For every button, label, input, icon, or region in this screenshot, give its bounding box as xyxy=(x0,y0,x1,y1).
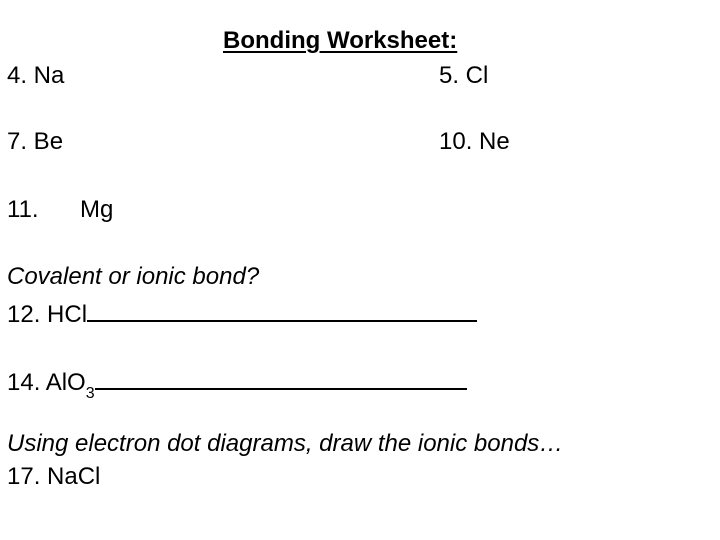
section-heading-bond-type: Covalent or ionic bond? xyxy=(7,263,260,290)
question-12-label: 12. HCl xyxy=(7,301,88,328)
question-14-alo3 xyxy=(7,364,467,400)
question-14-subscript: 3 xyxy=(85,385,95,402)
question-17-nacl: 17. NaCl xyxy=(7,463,101,490)
worksheet-title: Bonding Worksheet: xyxy=(223,27,458,54)
item-4-na: 4. Na xyxy=(7,62,65,89)
item-10-ne: 10. Ne xyxy=(439,128,510,155)
item-11-mg: Mg xyxy=(80,196,114,223)
item-11-number: 11. xyxy=(7,196,39,223)
question-14-label: 14. AlO xyxy=(7,369,86,396)
section-heading-dot-diagrams: Using electron dot diagrams, draw the ionic bonds… xyxy=(7,430,564,457)
question-12-hcl xyxy=(7,296,477,329)
item-7-be: 7. Be xyxy=(7,128,64,155)
item-5-cl: 5. Cl xyxy=(439,62,489,89)
answer-blank-14[interactable] xyxy=(95,364,467,390)
answer-blank-12[interactable] xyxy=(87,296,477,322)
